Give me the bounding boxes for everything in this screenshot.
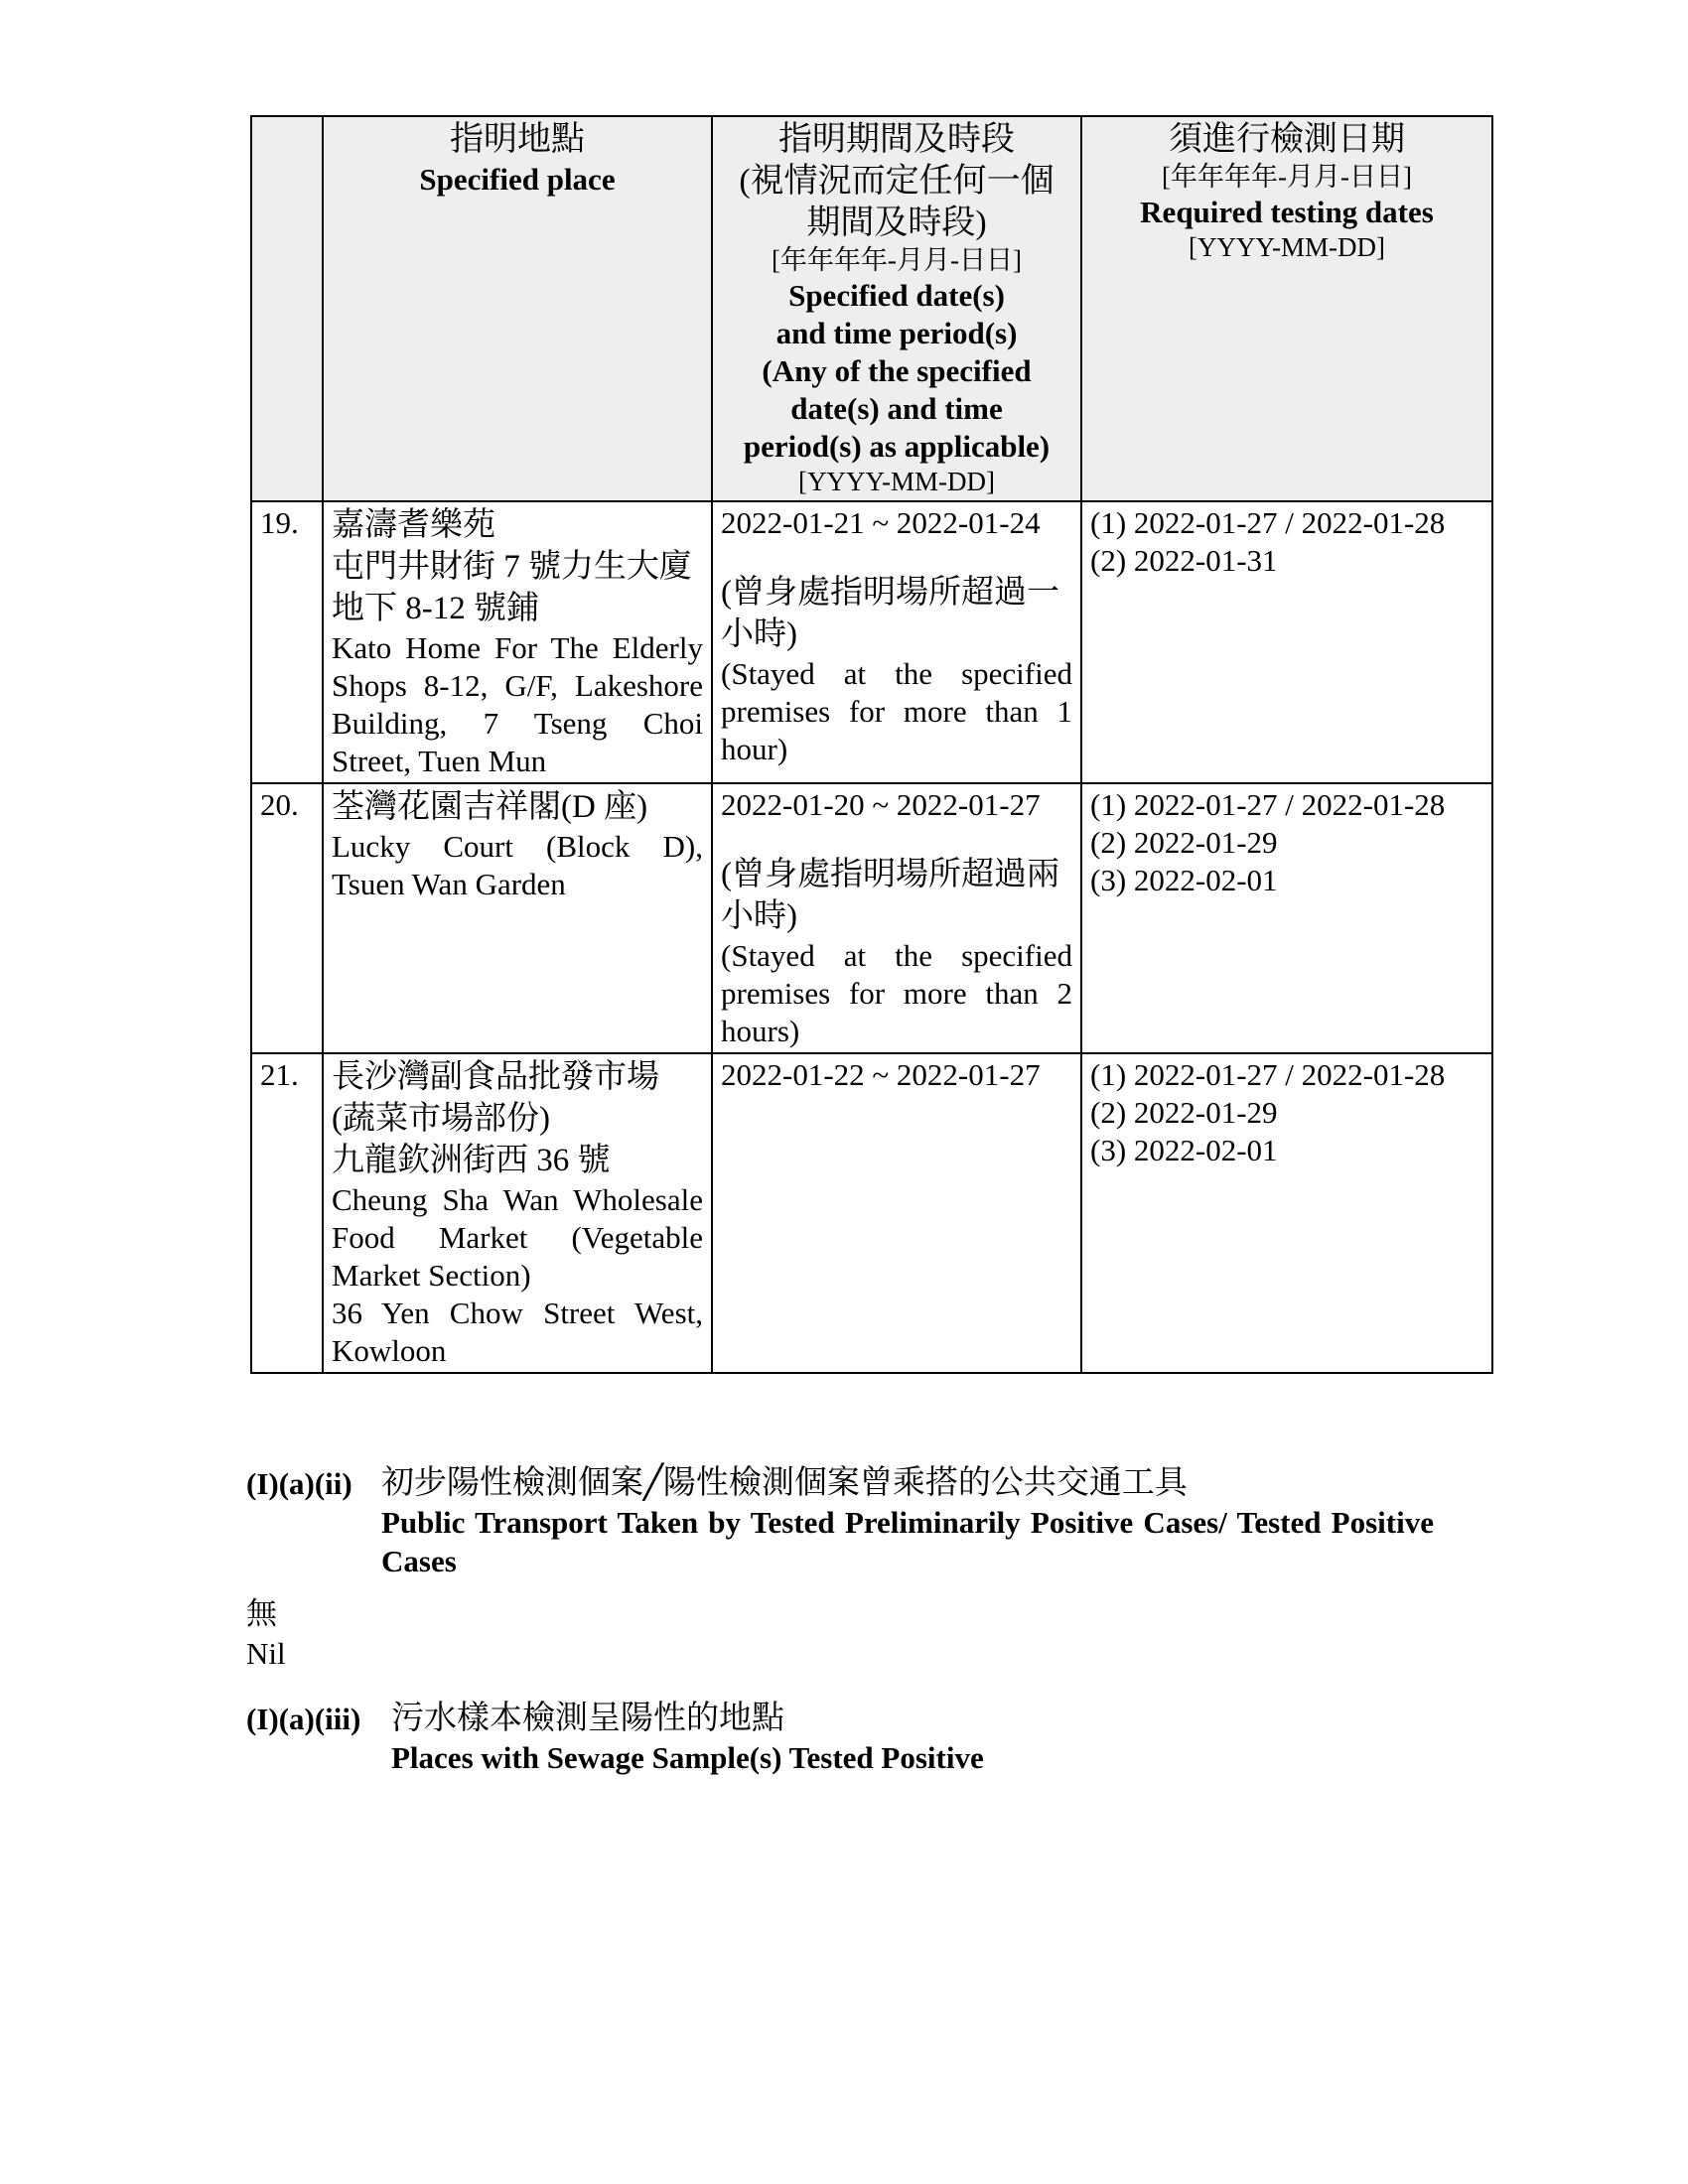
header-period-en-line: date(s) and time bbox=[790, 391, 1003, 426]
place-cell bbox=[323, 783, 712, 1053]
nil-statement bbox=[246, 1594, 286, 1674]
header-period-en-line: and time period(s) bbox=[775, 316, 1018, 350]
period-cell bbox=[712, 783, 1081, 1053]
testing-date: (2) 2022-01-31 bbox=[1090, 543, 1278, 578]
period-note-zh: (曾身處指明場所超過兩小時) bbox=[721, 857, 1059, 934]
testing-date: (3) 2022-02-01 bbox=[1090, 863, 1278, 897]
nil-zh: 無 bbox=[246, 1596, 277, 1631]
row-number: 19. bbox=[251, 501, 323, 783]
header-specified-period bbox=[712, 116, 1081, 501]
testing-cell bbox=[1081, 1053, 1492, 1373]
nil-en: Nil bbox=[246, 1636, 286, 1671]
place-cell bbox=[323, 1053, 712, 1373]
section-public-transport bbox=[246, 1464, 1497, 1578]
place-en: Lucky Court (Block D), Tsuen Wan Garden bbox=[332, 829, 703, 901]
section-title-zh: 初步陽性檢測個案╱陽性檢測個案曾乘搭的公共交通工具 bbox=[381, 1465, 1188, 1501]
header-place-en: Specified place bbox=[419, 162, 616, 197]
period-note-zh: (曾身處指明場所超過一小時) bbox=[721, 575, 1059, 652]
testing-date: (2) 2022-01-29 bbox=[1090, 825, 1278, 860]
testing-date: (3) 2022-02-01 bbox=[1090, 1133, 1278, 1167]
place-zh-line: (蔬菜市場部份) bbox=[332, 1101, 550, 1137]
place-zh-line: 嘉濤耆樂苑 bbox=[332, 507, 495, 543]
testing-date: (2) 2022-01-29 bbox=[1090, 1095, 1278, 1130]
section-title-en: Places with Sewage Sample(s) Tested Positive bbox=[391, 1740, 984, 1775]
section-sewage-positive bbox=[246, 1700, 1497, 1779]
table-row bbox=[251, 1053, 1492, 1373]
testing-date: (1) 2022-01-27 / 2022-01-28 bbox=[1090, 787, 1446, 822]
testing-cell bbox=[1081, 501, 1492, 783]
header-specified-place bbox=[323, 116, 712, 501]
header-period-format-en: [YYYY-MM-DD] bbox=[798, 467, 995, 496]
specified-places-table bbox=[250, 115, 1493, 1374]
place-en: Kato Home For The Elderly Shops 8-12, G/F, Lakeshore Building, 7 Tseng Choi Street, Tuen Mun bbox=[332, 630, 703, 778]
header-testing-zh: 須進行檢測日期 bbox=[1169, 121, 1405, 158]
period-cell bbox=[712, 501, 1081, 783]
table-row bbox=[251, 783, 1492, 1053]
header-period-en-line: (Any of the specified bbox=[762, 353, 1032, 388]
table-header-row bbox=[251, 116, 1492, 501]
period-note-en: (Stayed at the specified premises for more than 2 hours) bbox=[721, 938, 1072, 1048]
testing-date: (1) 2022-01-27 / 2022-01-28 bbox=[1090, 505, 1446, 540]
row-number: 21. bbox=[251, 1053, 323, 1373]
place-cell bbox=[323, 501, 712, 783]
table-row bbox=[251, 501, 1492, 783]
section-title-zh: 污水樣本檢測呈陽性的地點 bbox=[391, 1701, 784, 1736]
header-place-zh: 指明地點 bbox=[450, 121, 585, 158]
header-period-zh-line: 期間及時段) bbox=[806, 205, 987, 241]
header-index bbox=[251, 116, 323, 501]
place-zh-line: 地下 8-12 號鋪 bbox=[332, 591, 539, 626]
header-period-zh-line: 指明期間及時段 bbox=[778, 121, 1015, 158]
section-number: (I)(a)(ii) bbox=[246, 1466, 352, 1501]
period-dates: 2022-01-22 ~ 2022-01-27 bbox=[721, 1057, 1041, 1092]
row-number: 20. bbox=[251, 783, 323, 1053]
place-en-address: 36 Yen Chow Street West, Kowloon bbox=[332, 1296, 703, 1368]
period-note-en: (Stayed at the specified premises for more than 1 hour) bbox=[721, 656, 1072, 766]
testing-date: (1) 2022-01-27 / 2022-01-28 bbox=[1090, 1057, 1446, 1092]
header-period-format-zh: [年年年年-月月-日日] bbox=[772, 245, 1022, 275]
header-testing-format-en: [YYYY-MM-DD] bbox=[1189, 232, 1385, 262]
period-cell bbox=[712, 1053, 1081, 1373]
header-period-en-line: period(s) as applicable) bbox=[743, 429, 1051, 464]
section-number: (I)(a)(iii) bbox=[246, 1702, 361, 1736]
place-en: Cheung Sha Wan Wholesale Food Market (Vegetable Market Section) bbox=[332, 1182, 703, 1293]
header-testing-dates bbox=[1081, 116, 1492, 501]
header-testing-en: Required testing dates bbox=[1140, 195, 1434, 229]
header-period-zh-line: (視情況而定任何一個 bbox=[739, 163, 1055, 200]
header-period-en-line: Specified date(s) bbox=[788, 278, 1005, 313]
header-testing-format-zh: [年年年年-月月-日日] bbox=[1162, 162, 1412, 192]
period-dates: 2022-01-21 ~ 2022-01-24 bbox=[721, 505, 1041, 540]
section-title-en: Public Transport Taken by Tested Preliminarily Positive Cases/ Tested Positive Cases bbox=[381, 1505, 1434, 1578]
place-zh-line: 長沙灣副食品批發市場 bbox=[332, 1059, 659, 1095]
testing-cell bbox=[1081, 783, 1492, 1053]
place-zh-line: 屯門井財街 7 號力生大廈 bbox=[332, 549, 692, 585]
place-zh-line: 九龍欽洲街西 36 號 bbox=[332, 1143, 611, 1178]
period-dates: 2022-01-20 ~ 2022-01-27 bbox=[721, 787, 1041, 822]
place-zh-line: 荃灣花園吉祥閣(D 座) bbox=[332, 789, 648, 825]
